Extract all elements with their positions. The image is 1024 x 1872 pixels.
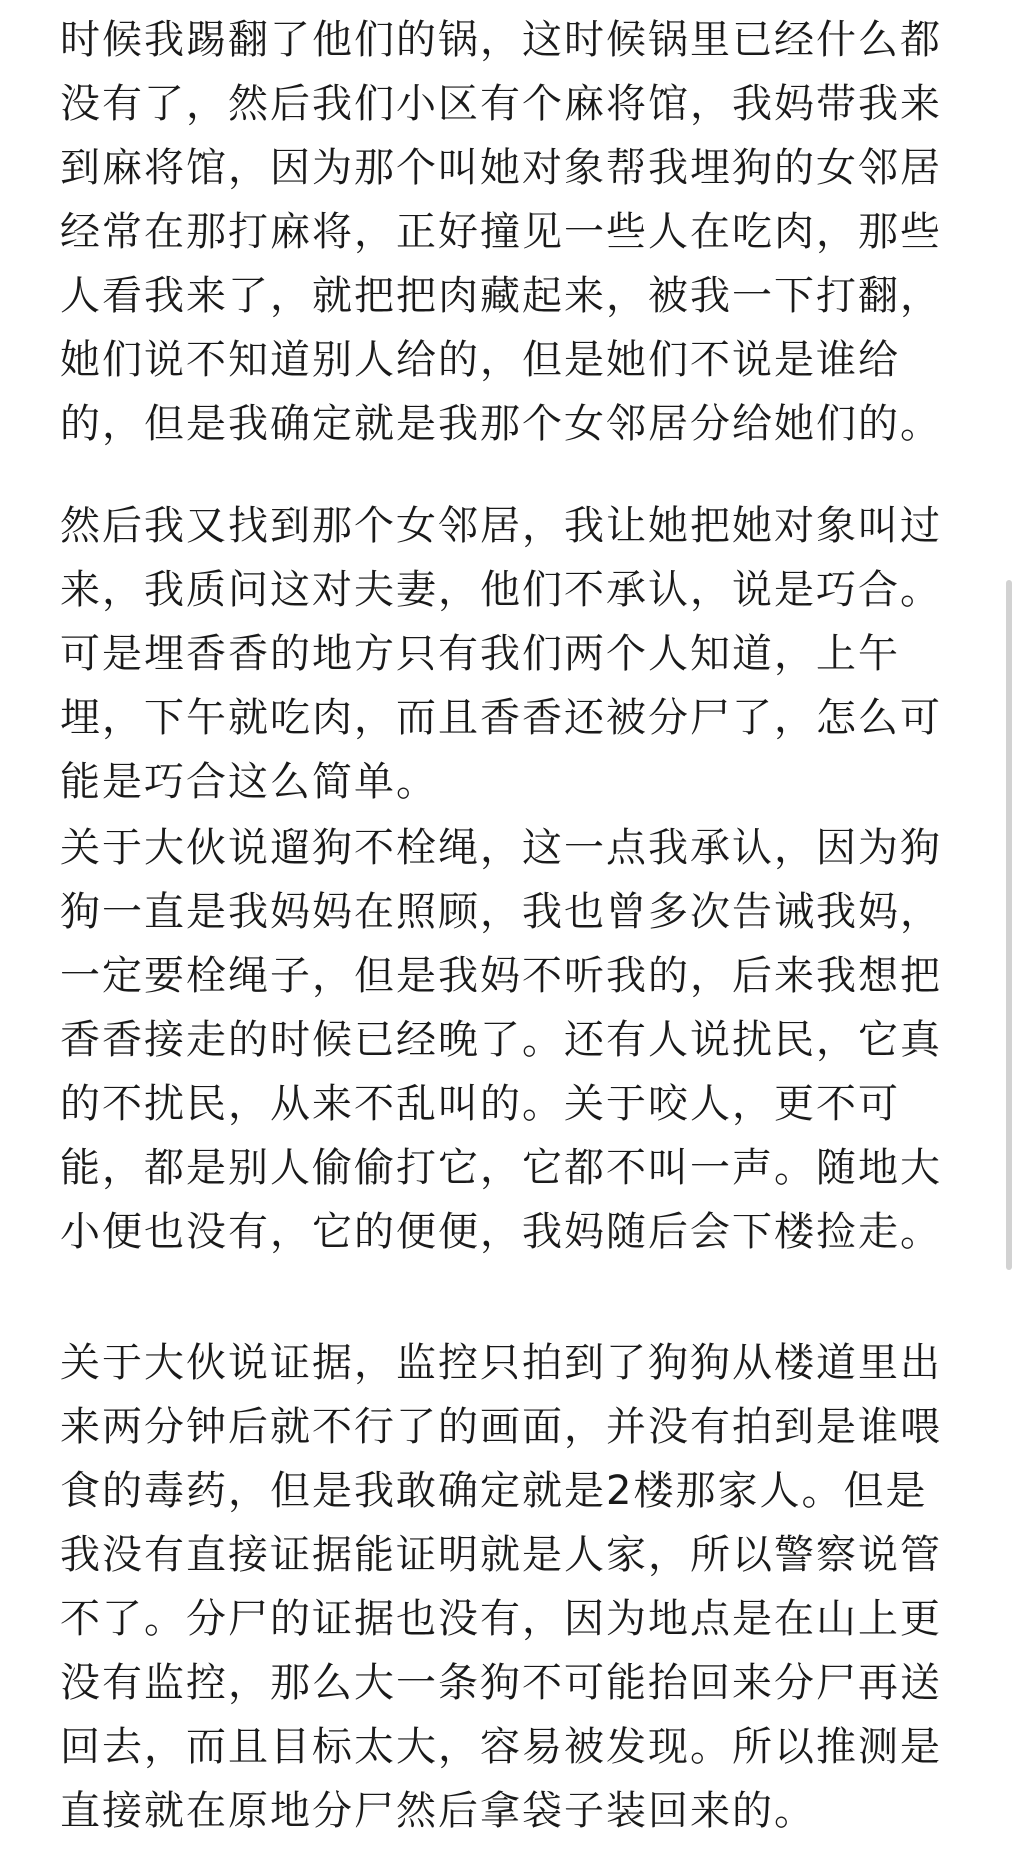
text-line: 我没有直接证据能证明就是人家，所以警察说管 — [60, 1532, 942, 1578]
paragraph-2 — [60, 494, 942, 814]
text-line: 没有监控，那么大一条狗不可能抬回来分尸再送 — [60, 1660, 942, 1706]
vertical-scrollbar[interactable] — [1006, 580, 1012, 1270]
text-line: 她们说不知道别人给的，但是她们不说是谁给 — [60, 337, 900, 383]
text-line: 可是埋香香的地方只有我们两个人知道，上午 — [60, 631, 900, 677]
text-line: 来两分钟后就不行了的画面，并没有拍到是谁喂 — [60, 1404, 942, 1450]
text-line: 人看我来了，就把把肉藏起来，被我一下打翻， — [60, 273, 942, 319]
text-line: 没有了，然后我们小区有个麻将馆，我妈带我来 — [60, 81, 942, 127]
text-line: 埋，下午就吃肉，而且香香还被分尸了，怎么可 — [60, 695, 942, 741]
text-line: 直接就在原地分尸然后拿袋子装回来的。 — [60, 1788, 816, 1834]
text-line: 能，都是别人偷偷打它，它都不叫一声。随地大 — [60, 1145, 942, 1191]
text-line: 不了。分尸的证据也没有，因为地点是在山上更 — [60, 1596, 942, 1642]
text-line: 的不扰民，从来不乱叫的。关于咬人，更不可 — [60, 1081, 900, 1127]
text-line: 狗一直是我妈妈在照顾，我也曾多次告诫我妈， — [60, 889, 942, 935]
paragraph-3 — [60, 816, 942, 1264]
text-line: 经常在那打麻将，正好撞见一些人在吃肉，那些 — [60, 209, 942, 255]
text-line: 一定要栓绳子，但是我妈不听我的，后来我想把 — [60, 953, 942, 999]
text-line: 食的毒药，但是我敢确定就是2楼那家人。但是 — [60, 1468, 928, 1514]
paragraph-4 — [60, 1331, 942, 1843]
text-line: 然后我又找到那个女邻居，我让她把她对象叫过 — [60, 503, 942, 549]
text-line: 来，我质问这对夫妻，他们不承认，说是巧合。 — [60, 567, 942, 613]
text-line: 香香接走的时候已经晚了。还有人说扰民，它真 — [60, 1017, 942, 1063]
text-line: 关于大伙说遛狗不栓绳，这一点我承认，因为狗 — [60, 825, 942, 871]
paragraph-1 — [60, 8, 942, 456]
text-line: 回去，而且目标太大，容易被发现。所以推测是 — [60, 1724, 942, 1770]
text-line: 能是巧合这么简单。 — [60, 759, 438, 805]
text-line: 时候我踢翻了他们的锅，这时候锅里已经什么都 — [60, 17, 942, 63]
text-line: 的，但是我确定就是我那个女邻居分给她们的。 — [60, 401, 942, 447]
text-line: 关于大伙说证据，监控只拍到了狗狗从楼道里出 — [60, 1340, 942, 1386]
text-line: 小便也没有，它的便便，我妈随后会下楼捡走。 — [60, 1209, 942, 1255]
text-line: 到麻将馆，因为那个叫她对象帮我埋狗的女邻居 — [60, 145, 942, 191]
